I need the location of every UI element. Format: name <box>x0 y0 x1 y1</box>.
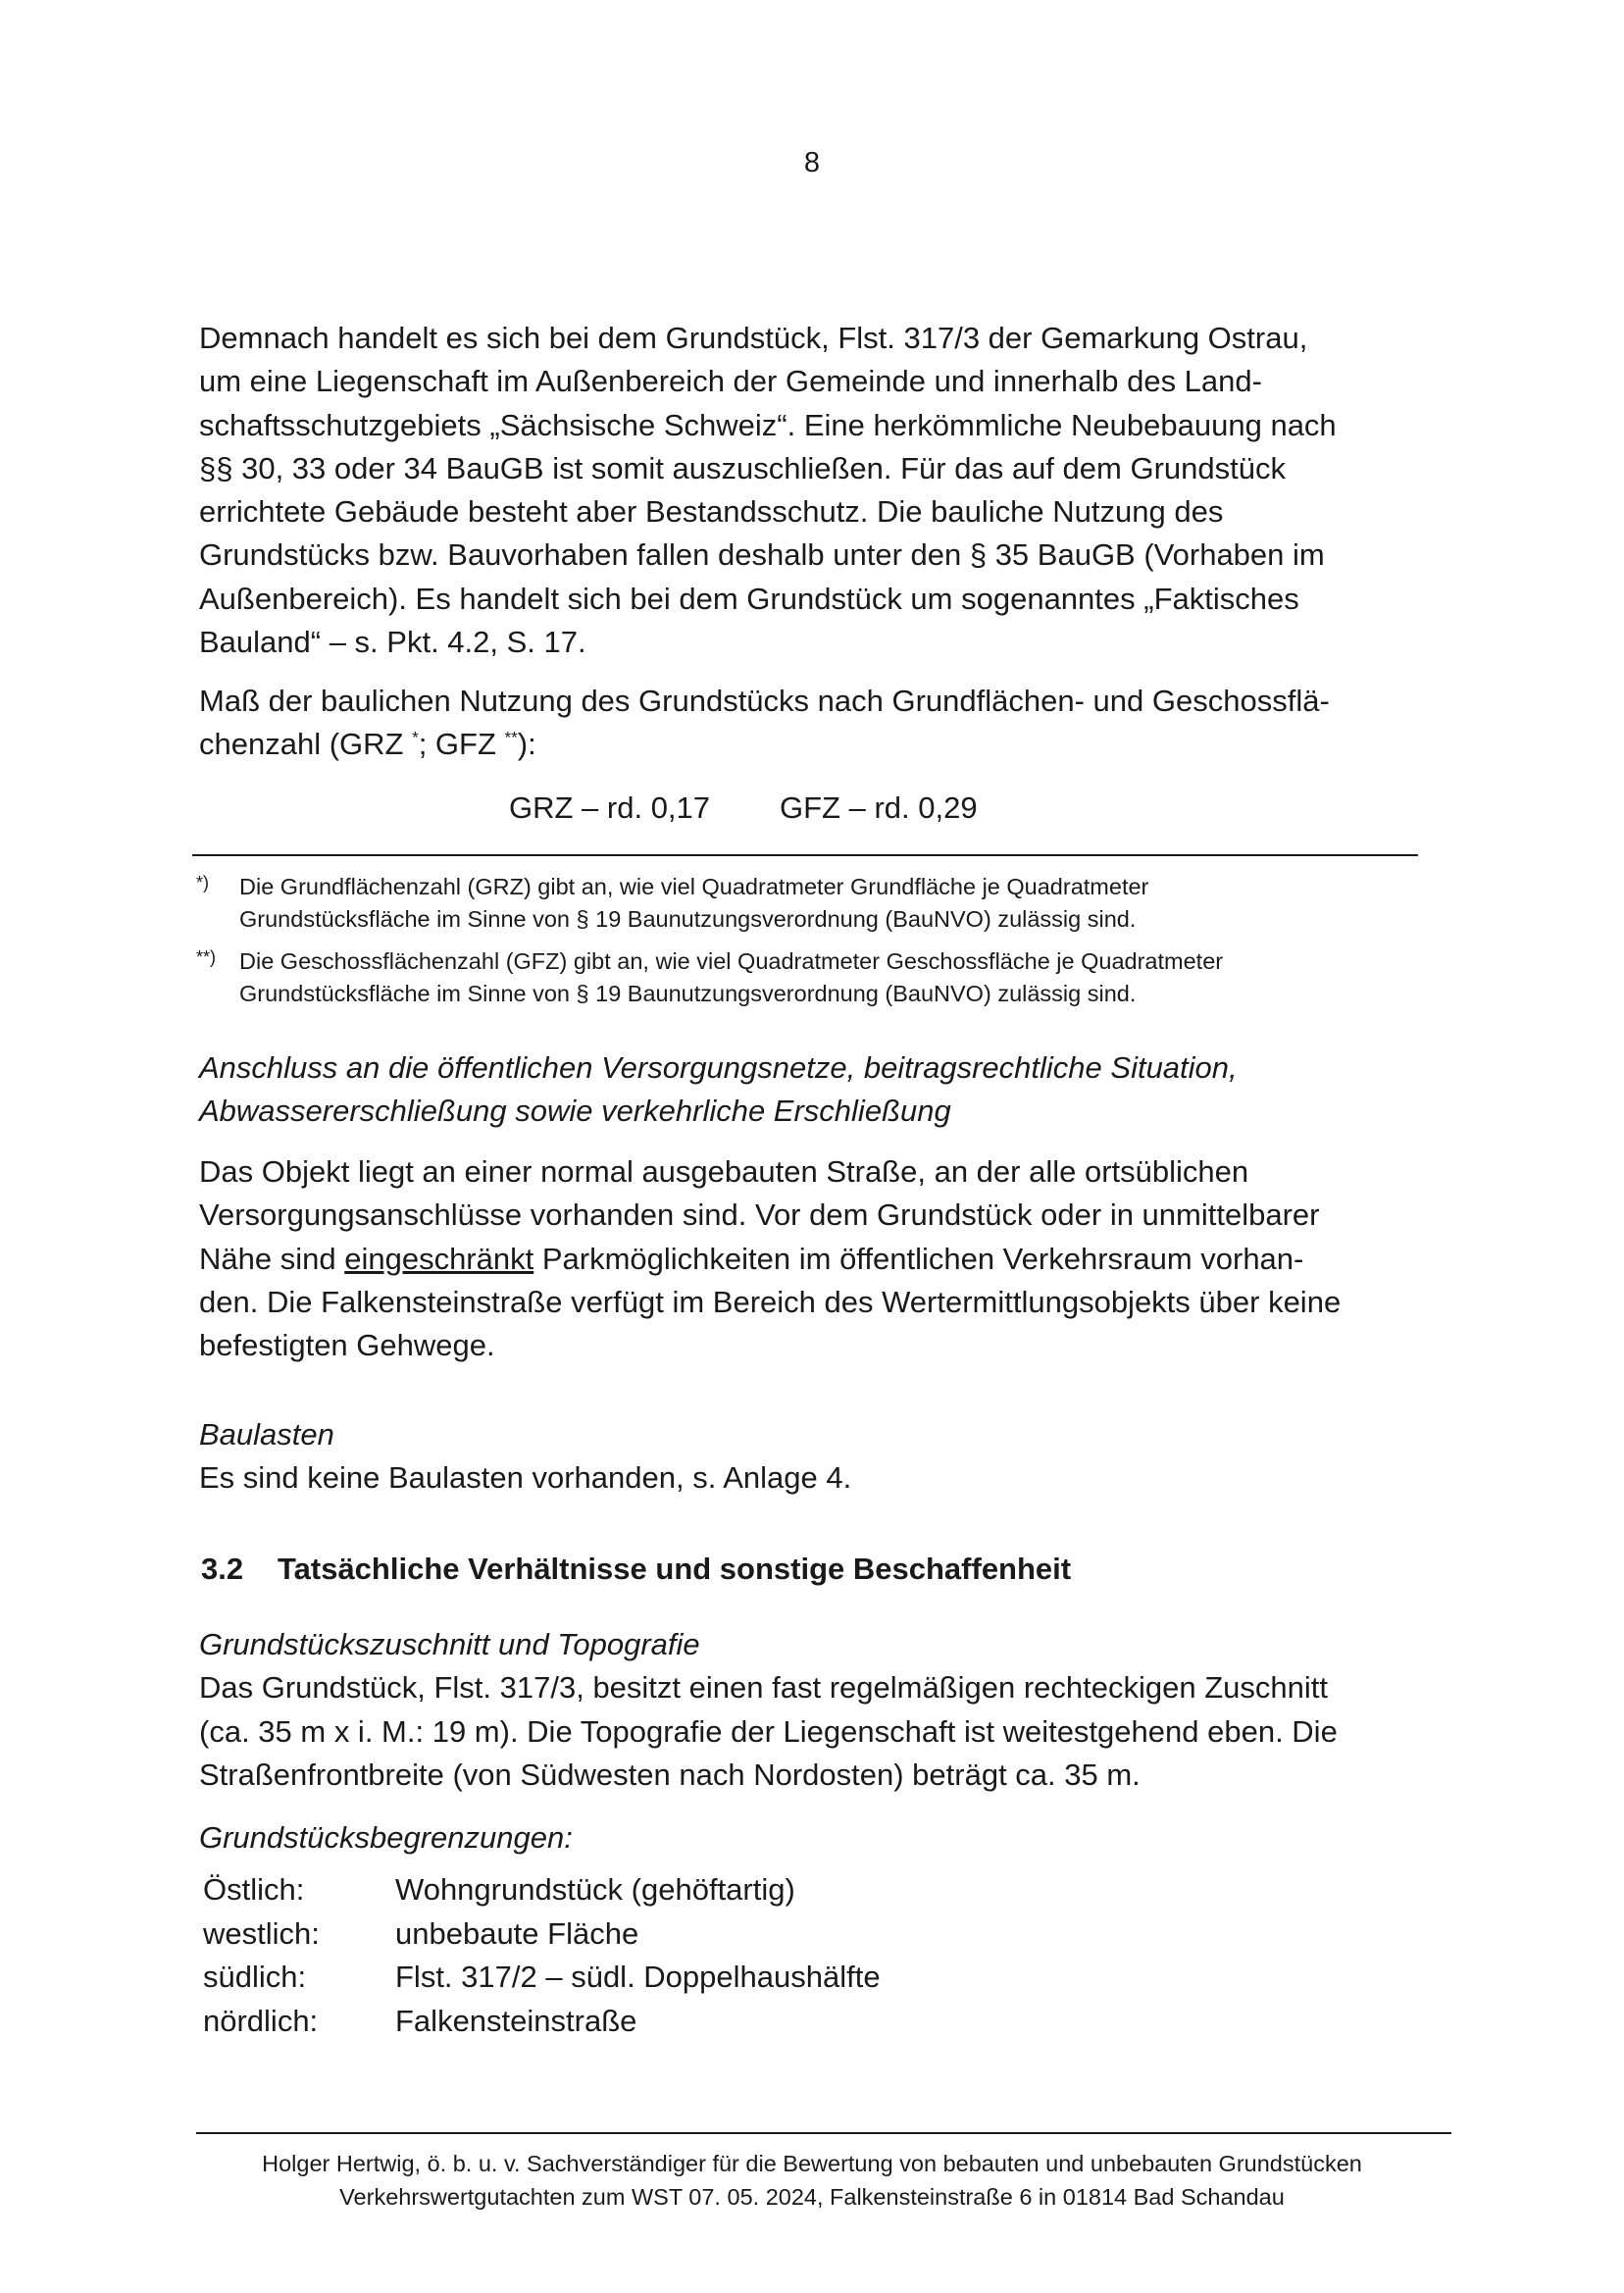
list-item <box>203 1868 881 1912</box>
boundary-direction: nördlich: <box>203 2003 319 2038</box>
boundaries-heading-block <box>199 1816 1437 1860</box>
section-heading <box>201 1552 1071 1587</box>
italic-heading: Baulasten <box>199 1417 334 1452</box>
connection-heading <box>199 1046 1437 1134</box>
list-item <box>203 1956 881 2000</box>
boundary-direction: westlich: <box>203 1915 320 1951</box>
footnote-mark: **) <box>196 947 217 967</box>
gfz-value: GFZ – rd. 0,29 <box>780 790 978 825</box>
text-line: um eine Liegenschaft im Außenbereich der Gemeinde und innerhalb des Land- <box>199 364 1262 399</box>
italic-heading: Grundstückszuschnitt und Topografie <box>199 1627 700 1661</box>
baulasten-section <box>199 1413 1437 1501</box>
footer-line: Holger Hertwig, ö. b. u. v. Sachverständiger für die Bewertung von bebauten und unbebauten Grundstücken <box>262 2151 1362 2176</box>
section-title: Tatsächliche Verhältnisse und sonstige Beschaffenheit <box>278 1552 1072 1586</box>
usage-measure-paragraph <box>199 680 1437 767</box>
text-line: Nähe sind eingeschränkt Parkmöglichkeiten im öffentlichen Verkehrsraum vorhan- <box>199 1241 1304 1276</box>
text-line: befestigten Gehwege. <box>199 1328 495 1363</box>
footnote-text: Die Geschossflächenzahl (GFZ) gibt an, wie viel Quadratmeter Geschossfläche je Quadratmeter <box>239 948 1224 974</box>
footer-line: Verkehrswertgutachten zum WST 07. 05. 2024, Falkensteinstraße 6 in 01814 Bad Schandau <box>339 2184 1285 2210</box>
footnote-gfz <box>196 945 1422 1010</box>
text-line: Versorgungsanschlüsse vorhanden sind. Vor dem Grundstück oder in unmittelbarer <box>199 1197 1320 1233</box>
italic-heading-line: Abwassererschließung sowie verkehrliche Erschließung <box>199 1094 951 1129</box>
text-line: Das Objekt liegt an einer normal ausgebauten Straße, an der alle ortsüblichen <box>199 1154 1249 1189</box>
text-line: (ca. 35 m x i. M.: 19 m). Die Topografie der Liegenschaft ist weitestgehend eben. Die <box>199 1713 1338 1749</box>
boundaries-list <box>203 1868 881 2043</box>
text-line: Das Grundstück, Flst. 317/3, besitzt einen fast regelmäßigen rechteckigen Zuschnitt <box>199 1670 1328 1706</box>
text-line: §§ 30, 33 oder 34 BauGB ist somit auszuschließen. Für das auf dem Grundstück <box>199 450 1286 485</box>
footnote-text: Grundstücksfläche im Sinne von § 19 Baunutzungsverordnung (BauNVO) zulässig sind. <box>239 981 1137 1006</box>
text-line: Demnach handelt es sich bei dem Grundstück, Flst. 317/3 der Gemarkung Ostrau, <box>199 321 1308 355</box>
text-line: Grundstücks bzw. Bauvorhaben fallen deshalb unter den § 35 BauGB (Vorhaben im <box>199 537 1325 573</box>
list-item <box>203 2000 881 2044</box>
footnote-grz <box>196 871 1422 936</box>
underlined-word: eingeschränkt <box>344 1241 534 1276</box>
footnote-ref: * <box>412 728 419 747</box>
text-line: errichtete Gebäude besteht aber Bestandsschutz. Die bauliche Nutzung des <box>199 494 1224 530</box>
boundary-value: Flst. 317/2 – südl. Doppelhaushälfte <box>395 1960 881 1994</box>
footnote-mark: *) <box>196 873 209 892</box>
list-item <box>203 1912 881 1957</box>
footer-divider <box>196 2132 1451 2134</box>
italic-heading: Grundstücksbegrenzungen: <box>199 1820 573 1855</box>
intro-paragraph <box>199 317 1437 664</box>
section-number: 3.2 <box>201 1552 244 1586</box>
boundary-direction: südlich: <box>203 1960 307 1994</box>
footnote-ref: ** <box>504 728 518 747</box>
shape-topography-section <box>199 1623 1437 1797</box>
text-line: Maß der baulichen Nutzung des Grundstücks nach Grundflächen- und Geschossflä- <box>199 684 1330 718</box>
page-number: 8 <box>803 147 821 178</box>
boundary-direction: Östlich: <box>203 1872 305 1907</box>
boundary-value: Falkensteinstraße <box>395 2003 637 2038</box>
footnote-divider <box>192 854 1418 856</box>
text-line: schaftsschutzgebiets „Sächsische Schweiz“. Eine herkömmliche Neubebauung nach <box>199 407 1337 442</box>
footnote-text: Grundstücksfläche im Sinne von § 19 Baunutzungsverordnung (BauNVO) zulässig sind. <box>239 906 1137 932</box>
text-line: Straßenfrontbreite (von Südwesten nach Nordosten) beträgt ca. 35 m. <box>199 1757 1141 1792</box>
footnote-text: Die Grundflächenzahl (GRZ) gibt an, wie viel Quadratmeter Grundfläche je Quadratmeter <box>239 874 1149 899</box>
text-line: chenzahl (GRZ *; GFZ **): <box>199 727 536 762</box>
connection-paragraph <box>199 1150 1437 1367</box>
text-line: Bauland“ – s. Pkt. 4.2, S. 17. <box>199 625 586 660</box>
boundary-value: unbebaute Fläche <box>395 1915 639 1951</box>
text-line: den. Die Falkensteinstraße verfügt im Bereich des Wertermittlungsobjekts über keine <box>199 1284 1342 1319</box>
text-line: Außenbereich). Es handelt sich bei dem Grundstück um sogenanntes „Faktisches <box>199 581 1299 616</box>
boundary-value: Wohngrundstück (gehöftartig) <box>395 1872 795 1907</box>
italic-heading-line: Anschluss an die öffentlichen Versorgungsnetze, beitragsrechtliche Situation, <box>199 1050 1238 1085</box>
grz-value: GRZ – rd. 0,17 <box>509 790 711 825</box>
text-line: Es sind keine Baulasten vorhanden, s. Anlage 4. <box>199 1460 852 1496</box>
